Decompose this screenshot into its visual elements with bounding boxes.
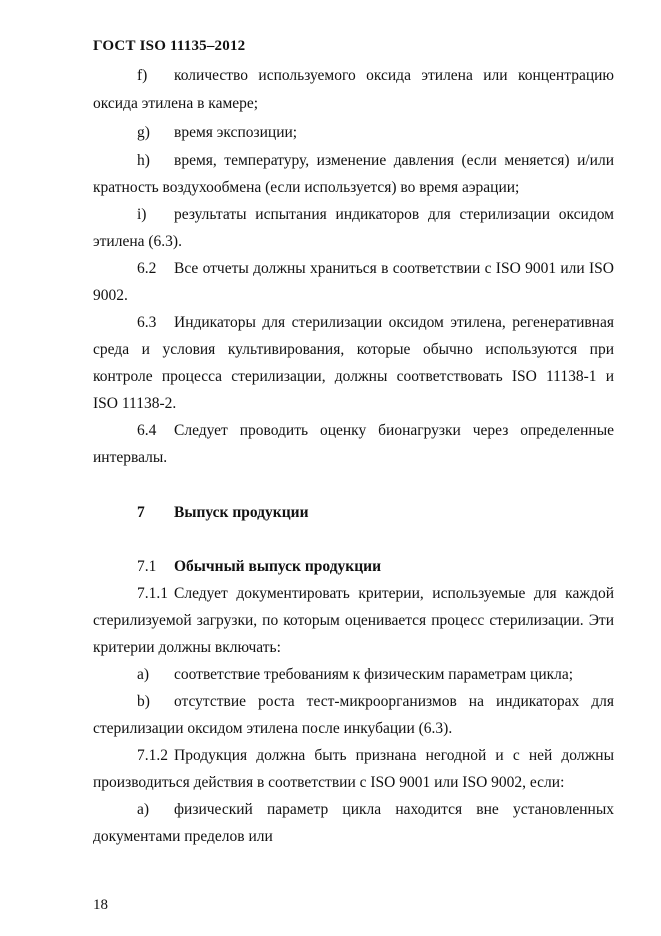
list-marker: g) — [137, 124, 150, 141]
clause-text: Продукция должна быть признана негодной и с ней должны — [174, 747, 614, 764]
document-header: ГОСТ ISO 11135–2012 — [93, 38, 246, 54]
list-marker: f) — [137, 67, 148, 84]
clause-text: Следует проводить оценку бионагрузки через определенные — [174, 422, 614, 439]
clause-number: 6.3 — [137, 314, 157, 331]
list-item-continuation: кратность воздухообмена (если используется) во время аэрации; — [93, 179, 520, 196]
list-item-text: соответствие требованиям к физическим параметрам цикла; — [174, 666, 574, 683]
clause-text: Индикаторы для стерилизации оксидом этилена, регенеративная — [174, 314, 614, 331]
clause-continuation: интервалы. — [93, 449, 168, 466]
clause-continuation: среда и условия культивирования, которые обычно используются при — [93, 341, 614, 358]
list-item-continuation: этилена (6.3). — [93, 233, 182, 250]
list-marker: i) — [137, 206, 147, 223]
clause-number: 7.1.2 — [137, 747, 168, 764]
page-number: 18 — [93, 897, 108, 913]
list-item-text: время, температуру, изменение давления (если меняется) и/или — [174, 152, 614, 169]
list-item-continuation: оксида этилена в камере; — [93, 95, 259, 112]
list-item-continuation: стерилизации оксидом этилена после инкубации (6.3). — [93, 720, 453, 737]
list-marker: a) — [137, 666, 150, 683]
list-item-text: количество используемого оксида этилена или концентрацию — [174, 67, 614, 84]
clause-number: 6.4 — [137, 422, 157, 439]
section-number: 7 — [137, 504, 145, 521]
list-item-text: физический параметр цикла находится вне установленных — [174, 801, 614, 818]
section-title: Выпуск продукции — [174, 504, 309, 521]
clause-continuation: стерилизуемой загрузки, по которым оценивается процесс стерилизации. Эти — [93, 612, 614, 629]
list-item-text: время экспозиции; — [174, 124, 298, 141]
clause-number: 6.2 — [137, 260, 157, 277]
list-item-text: результаты испытания индикаторов для стерилизации оксидом — [174, 206, 614, 223]
list-item-text: отсутствие роста тест-микроорганизмов на индикаторах для — [174, 693, 614, 710]
clause-continuation: контроле процесса стерилизации, должны соответствовать ISO 11138-1 и — [93, 368, 614, 385]
clause-continuation: производиться действия в соответствии с ISO 9001 или ISO 9002, если: — [93, 774, 565, 791]
list-marker: b) — [137, 693, 150, 710]
list-item-continuation: документами пределов или — [93, 828, 273, 845]
list-marker: h) — [137, 152, 150, 169]
subsection-title: Обычный выпуск продукции — [174, 558, 382, 575]
clause-text: Следует документировать критерии, используемые для каждой — [174, 585, 614, 602]
clause-continuation: ISO 11138-2. — [93, 395, 177, 412]
list-marker: a) — [137, 801, 150, 818]
subsection-number: 7.1 — [137, 558, 157, 575]
clause-continuation: критерии должны включать: — [93, 639, 281, 656]
clause-text: Все отчеты должны храниться в соответствии с ISO 9001 или ISO — [174, 260, 614, 277]
clause-continuation: 9002. — [93, 287, 128, 304]
clause-number: 7.1.1 — [137, 585, 168, 602]
